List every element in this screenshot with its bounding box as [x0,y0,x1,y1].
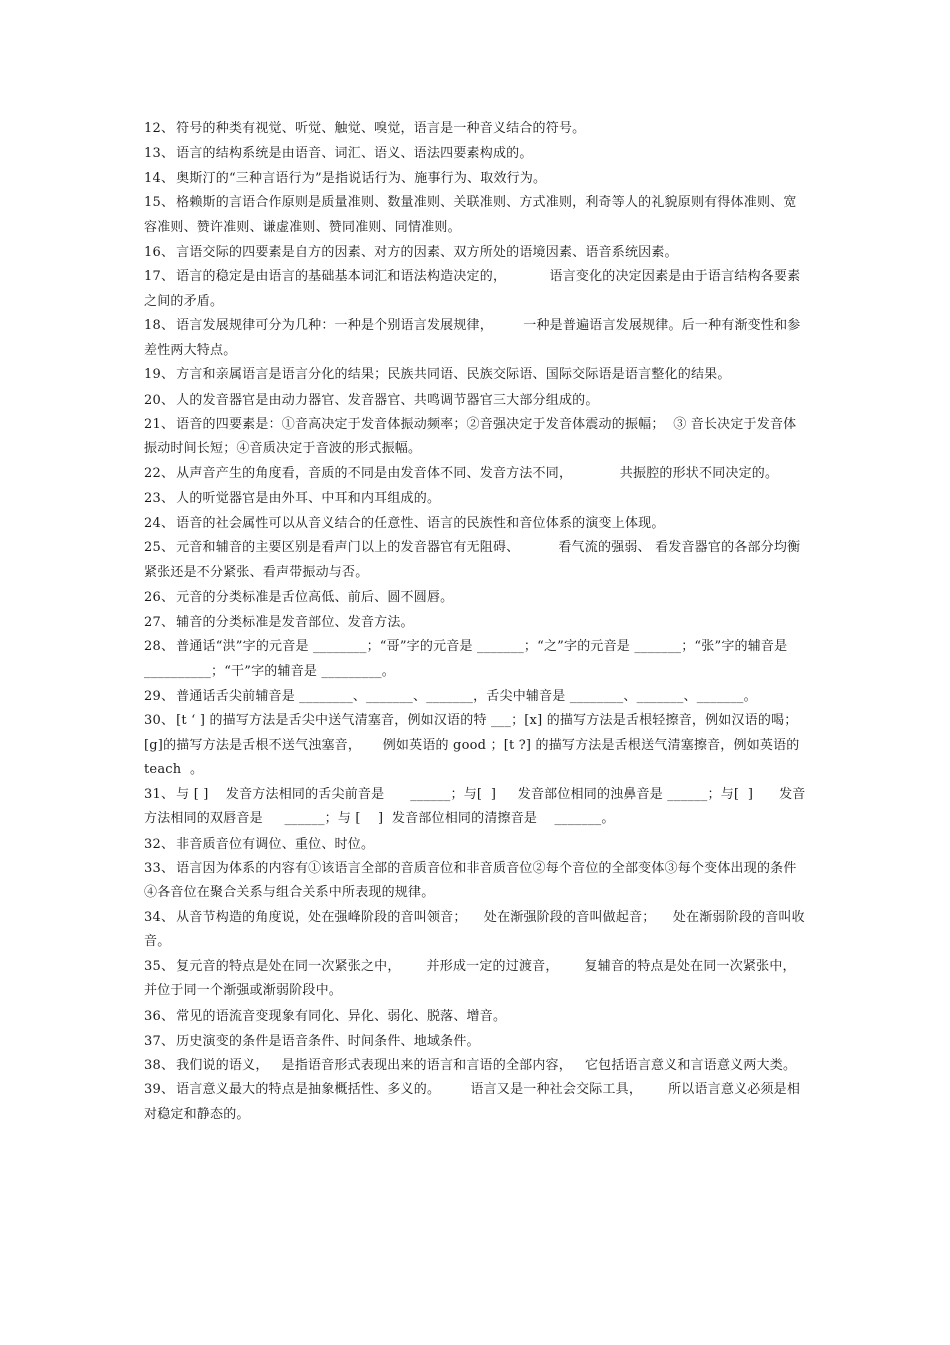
item-number: 39、 [144,1082,175,1097]
list-item [144,906,808,955]
item-number: 35、 [144,958,175,974]
item-number: 16、 [144,245,175,260]
item-text: 方言和亲属语言是语言分化的结果；民族共同语、民族交际语、国际交际语是语言整化的结果。 [176,367,731,382]
list-item [144,141,808,166]
item-text: 人的发音器官是由动力器官、发音器官、共鸣调节器官三大部分组成的。 [176,392,599,408]
list-item [144,462,808,487]
item-number: 28、 [144,639,175,654]
list-item [144,536,808,585]
list-item [144,1029,808,1054]
item-text: 语言的结构系统是由语音、词汇、语义、语法四要素构成的。 [176,146,533,161]
item-number: 22、 [144,465,175,481]
item-number: 18、 [144,318,175,333]
item-number: 33、 [144,860,175,876]
item-text: 普通话“洪”字的元音是 ________；“哥”字的元音是 _______；“之”字的元音是 _______；“张”字的辅音是 __________；“干”字的辅音是 _________。 [144,639,792,679]
item-text: 我们说的语义， 是指语音形式表现出来的语言和言语的全部内容， 它包括语言意义和言语意义两大类。 [176,1057,797,1073]
item-number: 25、 [144,540,175,555]
item-number: 36、 [144,1008,175,1024]
item-number: 34、 [144,909,175,925]
item-text: 元音的分类标准是舌位高低、前后、圆不圆唇。 [176,590,454,605]
list-item [144,857,808,906]
item-number: 20、 [144,392,175,408]
item-text: 普通话舌尖前辅音是 ________、_______、_______，舌尖中辅音是 ________、_______、_______。 [176,689,757,704]
item-text: 符号的种类有视觉、听觉、触觉、嗅觉，语言是一种音义结合的符号。 [176,121,586,136]
item-number: 37、 [144,1033,175,1049]
item-text: 格赖斯的言语合作原则是质量准则、数量准则、关联准则、方式准则，利奇等人的礼貌原则有得体准则、宽容准则、赞许准则、谦虚准则、赞同准则、同情准则。 [144,195,797,235]
item-text: 语音的社会属性可以从音义结合的任意性、语言的民族性和音位体系的演变上体现。 [176,516,665,531]
item-text: [t ‘ ] 的描写方法是舌尖中送气清塞音，例如汉语的特 ___；[x] 的描写方法是舌根轻擦音，例如汉语的喝； [g]的描写方法是舌根不送气浊塞音， 例如英语的 good ；[t ?] 的描写方法是舌根送气清塞擦音，例如英语的 teach 。 [144,713,807,777]
item-number: 14、 [144,171,175,186]
list-item [144,191,808,240]
item-number: 31、 [144,786,175,802]
list-item [144,1054,808,1079]
list-item [144,166,808,191]
list-item [144,265,808,314]
item-text: 从声音产生的角度看，音质的不同是由发音体不同、发音方法不同， 共振腔的形状不同决定的。 [176,465,779,481]
list-item [144,413,808,462]
item-text: 语言发展规律可分为几种：一种是个别语言发展规律， 一种是普遍语言发展规律。后一种有渐变性和参差性两大特点。 [144,318,801,358]
item-text: 奥斯汀的“三种言语行为”是指说话行为、施事行为、取效行为。 [176,171,547,186]
item-text: 非音质音位有调位、重位、时位。 [176,836,375,852]
question-list [144,116,808,1127]
list-item [144,486,808,511]
list-item [144,1004,808,1029]
list-item [144,783,808,832]
item-number: 19、 [144,367,175,382]
list-item [144,709,808,783]
item-text: 复元音的特点是处在同一次紧张之中， 并形成一定的过渡音， 复辅音的特点是处在同一次紧张中，并位于同一个渐强或渐弱阶段中。 [144,958,796,998]
item-text: 从音节构造的角度说，处在强峰阶段的音叫领音； 处在渐强阶段的音叫做起音； 处在渐弱阶段的音叫收音。 [144,909,805,949]
item-number: 26、 [144,590,175,605]
item-number: 38、 [144,1057,175,1073]
list-item [144,1078,808,1127]
item-text: 常见的语流音变现象有同化、异化、弱化、脱落、增音。 [176,1008,507,1024]
item-text: 言语交际的四要素是自方的因素、对方的因素、双方所处的语境因素、语音系统因素。 [176,245,678,260]
item-text: 语言意义最大的特点是抽象概括性、多义的。 语言又是一种社会交际工具， 所以语言意义必须是相对稳定和静态的。 [144,1082,801,1122]
list-item [144,585,808,610]
item-text: 辅音的分类标准是发音部位、发音方法。 [176,615,414,630]
item-text: 语言因为体系的内容有①该语言全部的音质音位和非音质音位②每个音位的全部变体③每个变体出现的条件④各音位在聚合关系与组合关系中所表现的规律。 [144,860,797,900]
list-item [144,388,808,413]
list-item [144,116,808,141]
item-number: 23、 [144,491,175,506]
item-number: 13、 [144,146,175,161]
item-number: 21、 [144,416,175,432]
list-item [144,240,808,265]
item-number: 17、 [144,269,175,284]
item-number: 32、 [144,836,175,852]
item-number: 27、 [144,615,175,630]
item-number: 24、 [144,516,175,531]
item-number: 29、 [144,689,175,704]
list-item [144,955,808,1004]
item-number: 30、 [144,713,175,728]
item-text: 人的听觉器官是由外耳、中耳和内耳组成的。 [176,491,441,506]
list-item [144,684,808,709]
item-text: 语音的四要素是：①音高决定于发音体振动频率；②音强决定于发音体震动的振幅； ③ 音长决定于发音体振动时间长短；④音质决定于音波的形式振幅。 [144,416,797,456]
item-text: 历史演变的条件是语音条件、时间条件、地域条件。 [176,1033,480,1049]
item-text: 与 [ ] 发音方法相同的舌尖前音是 ______；与[ ] 发音部位相同的浊鼻音是 ______；与[ ] 发音方法相同的双唇音是 ______；与 [ ] 发音部位相同的清擦音是 _______。 [144,786,806,826]
list-item [144,511,808,536]
item-number: 12、 [144,121,175,136]
item-text: 语言的稳定是由语言的基础基本词汇和语法构造决定的， 语言变化的决定因素是由于语言结构各要素之间的矛盾。 [144,269,801,309]
item-text: 元音和辅音的主要区别是看声门以上的发音器官有无阻碍、 看气流的强弱、 看发音器官的各部分均衡紧张还是不分紧张、看声带振动与否。 [144,540,801,580]
list-item [144,832,808,857]
list-item [144,610,808,635]
list-item [144,635,808,684]
list-item [144,314,808,363]
list-item [144,363,808,388]
item-number: 15、 [144,195,175,210]
